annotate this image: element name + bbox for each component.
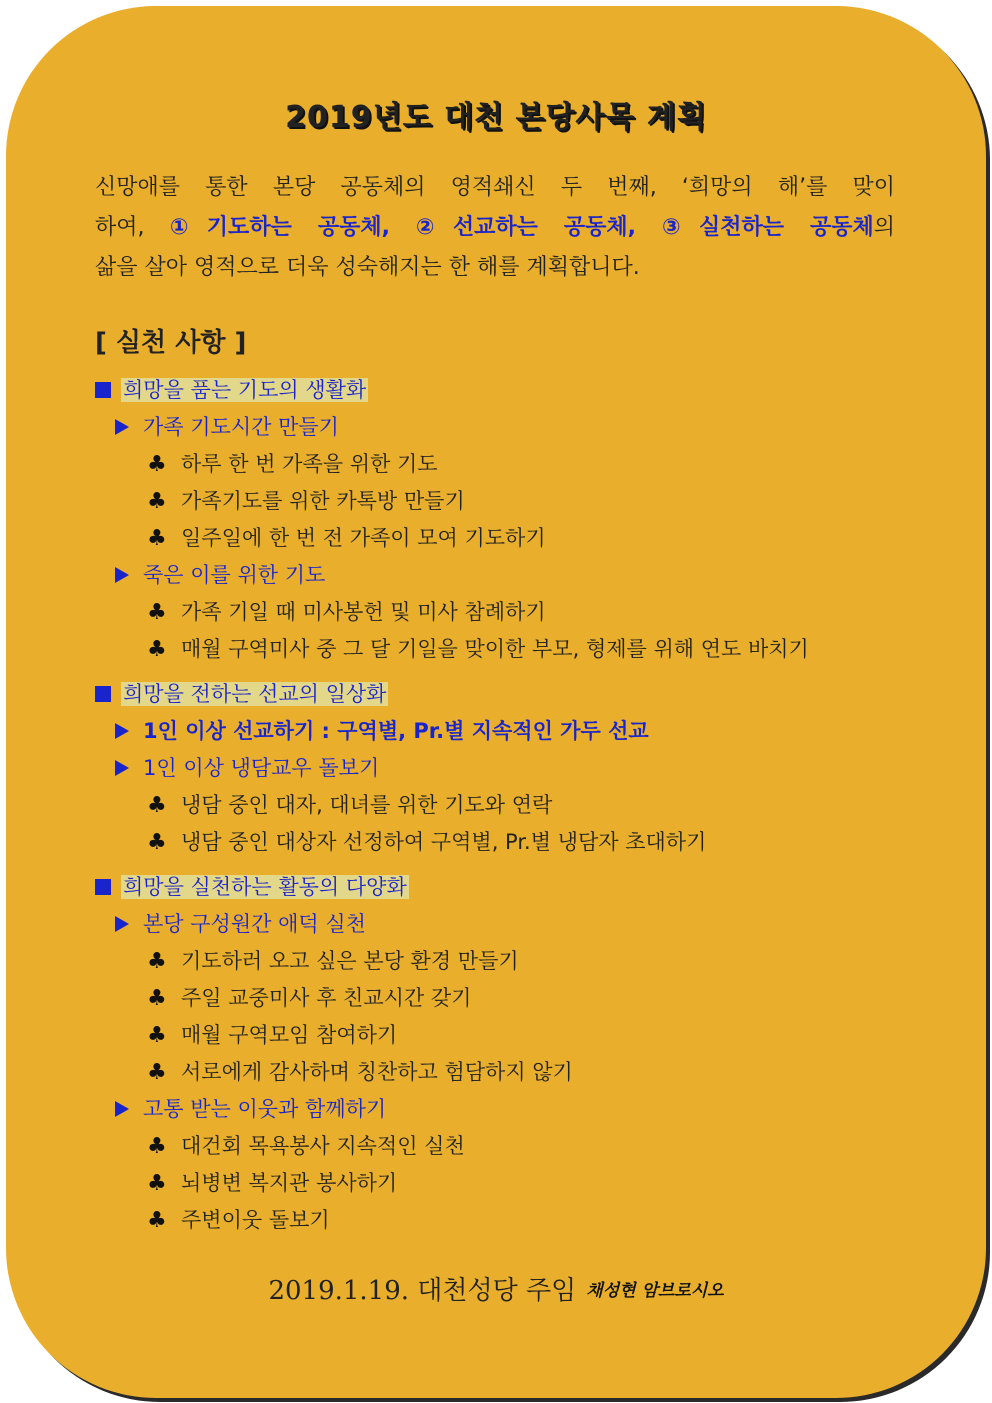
subheading (95, 750, 895, 787)
blue-triangle-icon (115, 567, 129, 583)
list-item (95, 520, 895, 557)
section-gap (95, 668, 895, 676)
plan-list (95, 372, 895, 1239)
intro-line: 신망애를 통한 본당 공동체의 영적쇄신 두 번째, ‘희망의 해’를 맞이 (95, 175, 895, 200)
club-suit-icon: ♣ (147, 949, 167, 974)
list-item (95, 1202, 895, 1239)
section-label: [ 실천 사항 ] (95, 328, 247, 358)
list-item (95, 483, 895, 520)
subheading (95, 1091, 895, 1128)
section-heading (95, 869, 895, 906)
footer-text: 2019.1.19. 대천성당 주임 (268, 1276, 577, 1306)
club-suit-icon: ♣ (147, 1208, 167, 1233)
subheading-label: 고통 받는 이웃과 함께하기 (143, 1097, 387, 1121)
list-item-text: 하루 한 번 가족을 위한 기도 (181, 452, 438, 476)
list-item-text: 주변이웃 돌보기 (181, 1208, 330, 1232)
club-suit-icon: ♣ (147, 637, 167, 662)
page-title: 2019년도 대천 본당사목 계획 (285, 100, 707, 135)
blue-square-icon (95, 382, 111, 398)
subheading-label: 1인 이상 냉담교우 돌보기 (143, 756, 380, 780)
club-suit-icon: ♣ (147, 1134, 167, 1159)
list-item (95, 980, 895, 1017)
intro-highlight: ①기도하는 공동체, ②선교하는 공동체, ③실천하는 공동체 (169, 215, 874, 240)
section-heading-label: 희망을 품는 기도의 생활화 (123, 378, 367, 402)
list-item-text: 서로에게 감사하며 칭찬하고 험담하지 않기 (181, 1060, 573, 1084)
blue-square-icon (95, 686, 111, 702)
list-item (95, 1165, 895, 1202)
list-item (95, 446, 895, 483)
list-item-text: 가족 기일 때 미사봉헌 및 미사 참례하기 (181, 600, 546, 624)
blue-square-icon (95, 879, 111, 895)
blue-triangle-icon (115, 1101, 129, 1117)
section-heading-label: 희망을 전하는 선교의 일상화 (123, 682, 387, 706)
list-item (95, 1017, 895, 1054)
club-suit-icon: ♣ (147, 1060, 167, 1085)
club-suit-icon: ♣ (147, 489, 167, 514)
intro-text: 의 (873, 215, 896, 240)
subheading (95, 713, 895, 750)
club-suit-icon: ♣ (147, 830, 167, 855)
list-item (95, 631, 895, 668)
blue-triangle-icon (115, 723, 129, 739)
intro-paragraph (95, 168, 895, 288)
subheading-label: 가족 기도시간 만들기 (143, 415, 339, 439)
list-item-text: 냉담 중인 대자, 대녀를 위한 기도와 연락 (181, 793, 553, 817)
list-item-text: 냉담 중인 대상자 선정하여 구역별, Pr.별 냉담자 초대하기 (181, 830, 707, 854)
section-heading (95, 676, 895, 713)
list-item (95, 1054, 895, 1091)
list-item (95, 787, 895, 824)
blue-triangle-icon (115, 760, 129, 776)
list-item (95, 943, 895, 980)
section-gap (95, 861, 895, 869)
list-item-text: 주일 교중미사 후 친교시간 갖기 (181, 986, 472, 1010)
intro-line: 삶을 살아 영적으로 더욱 성숙해지는 한 해를 계획합니다. (95, 255, 640, 280)
intro-line (95, 208, 895, 248)
section-heading-label: 희망을 실천하는 활동의 다양화 (123, 875, 407, 899)
club-suit-icon: ♣ (147, 986, 167, 1011)
subheading (95, 557, 895, 594)
footer (0, 1270, 992, 1307)
list-item (95, 824, 895, 861)
club-suit-icon: ♣ (147, 1023, 167, 1048)
signature: 채성현 암브로시오 (586, 1281, 724, 1301)
subheading-label: 1인 이상 선교하기 : 구역별, Pr.별 지속적인 가두 선교 (143, 719, 649, 743)
club-suit-icon: ♣ (147, 600, 167, 625)
club-suit-icon: ♣ (147, 452, 167, 477)
subheading (95, 409, 895, 446)
list-item-text: 일주일에 한 번 전 가족이 모여 기도하기 (181, 526, 546, 550)
list-item-text: 대건회 목욕봉사 지속적인 실천 (181, 1134, 465, 1158)
list-item-text: 가족기도를 위한 카톡방 만들기 (181, 489, 465, 513)
subheading-label: 죽은 이를 위한 기도 (143, 563, 326, 587)
list-item-text: 매월 구역미사 중 그 달 기일을 맞이한 부모, 형제를 위해 연도 바치기 (181, 637, 809, 661)
blue-triangle-icon (115, 916, 129, 932)
subheading (95, 906, 895, 943)
list-item-text: 기도하러 오고 싶은 본당 환경 만들기 (181, 949, 519, 973)
intro-text: 하여, (95, 215, 170, 240)
list-item-text: 뇌병변 복지관 봉사하기 (181, 1171, 398, 1195)
blue-triangle-icon (115, 419, 129, 435)
section-heading (95, 372, 895, 409)
list-item (95, 594, 895, 631)
subheading-label: 본당 구성원간 애덕 실천 (143, 912, 366, 936)
club-suit-icon: ♣ (147, 793, 167, 818)
club-suit-icon: ♣ (147, 1171, 167, 1196)
list-item-text: 매월 구역모임 참여하기 (181, 1023, 398, 1047)
list-item (95, 1128, 895, 1165)
club-suit-icon: ♣ (147, 526, 167, 551)
